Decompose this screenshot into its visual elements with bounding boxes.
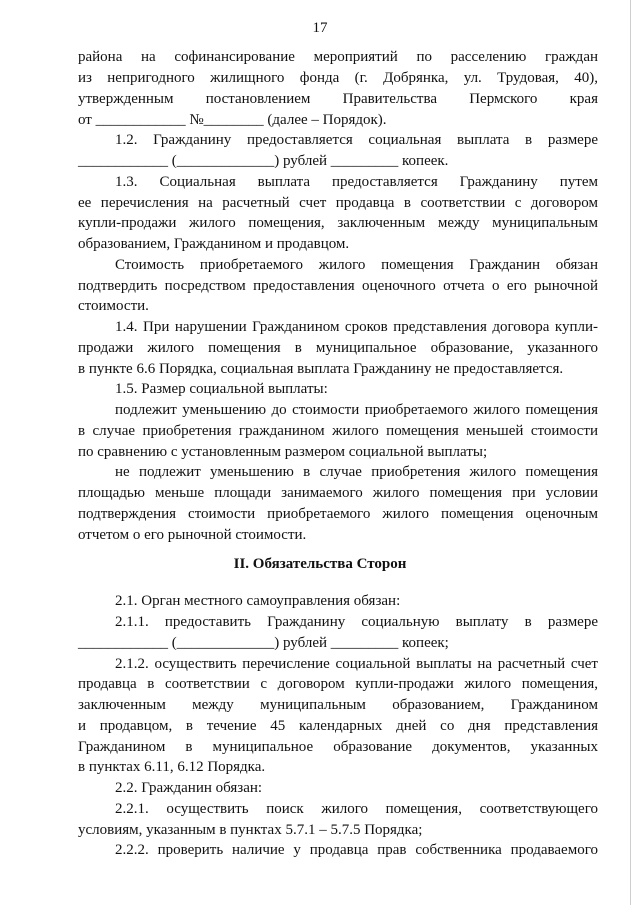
text-line: в случае приобретения гражданином жилого помещения меньшей стоимости bbox=[78, 423, 598, 439]
text-line: образованием, Гражданином и продавцом. bbox=[78, 236, 350, 252]
page-edge-line bbox=[630, 0, 631, 905]
text-line: 2.1.2. осуществить перечисление социальной выплаты на расчетный счет bbox=[115, 656, 598, 672]
text-line: в пункте 6.6 Порядка, социальная выплата Гражданину не предоставляется. bbox=[78, 361, 564, 377]
text-line: района на софинансирование мероприятий по расселению граждан bbox=[78, 49, 598, 65]
text-line: по сравнению с установленным размером социальной выплаты; bbox=[78, 444, 488, 460]
text-line: ее перечисления на расчетный счет продавца в соответствии с договором bbox=[78, 195, 598, 211]
text-line: 1.4. При нарушении Гражданином сроков представления договора купли- bbox=[115, 319, 598, 335]
text-line: не подлежит уменьшению в случае приобретения жилого помещения bbox=[115, 464, 598, 480]
text-line: 1.2. Гражданину предоставляется социальная выплата в размере bbox=[115, 132, 598, 148]
text-line: 2.2.1. осуществить поиск жилого помещения, соответствующего bbox=[115, 801, 598, 817]
page-number: 17 bbox=[312, 20, 328, 36]
section-heading: II. Обязательства Сторон bbox=[233, 556, 407, 572]
text-line: площадью меньше площади занимаемого жилого помещения при условии bbox=[78, 485, 598, 501]
text-line: 1.5. Размер социальной выплаты: bbox=[115, 381, 328, 397]
text-line: стоимости. bbox=[78, 298, 149, 314]
text-line: продавца в соответствии с договором купли-продажи жилого помещения, bbox=[78, 676, 598, 692]
text-line: 2.1.1. предоставить Гражданину социальную выплату в размере bbox=[115, 614, 598, 630]
text-line: Стоимость приобретаемого жилого помещения Гражданин обязан bbox=[115, 257, 598, 273]
text-line: утвержденным постановлением Правительства Пермского края bbox=[78, 91, 598, 107]
text-line: и продавцом, в течение 45 календарных дней со дня представления bbox=[78, 718, 598, 734]
text-line: ____________ (_____________) рублей _________ копеек; bbox=[78, 635, 449, 651]
text-line: ____________ (_____________) рублей _________ копеек. bbox=[78, 153, 449, 169]
text-line: Гражданином в муниципальное образование документов, указанных bbox=[78, 739, 598, 755]
text-line: 2.2.2. проверить наличие у продавца прав собственника продаваемого bbox=[115, 842, 598, 858]
text-line: 1.3. Социальная выплата предоставляется Гражданину путем bbox=[115, 174, 598, 190]
text-line: в пунктах 6.11, 6.12 Порядка. bbox=[78, 759, 266, 775]
text-line: 2.2. Гражданин обязан: bbox=[115, 780, 263, 796]
text-line: заключенным между муниципальным образованием, Гражданином bbox=[78, 697, 598, 713]
text-line: подлежит уменьшению до стоимости приобретаемого жилого помещения bbox=[115, 402, 598, 418]
text-line: от ____________ №________ (далее – Порядок). bbox=[78, 112, 387, 128]
text-line: купли-продажи жилого помещения, заключенным между муниципальным bbox=[78, 215, 598, 231]
text-line: условиям, указанным в пунктах 5.7.1 – 5.7.5 Порядка; bbox=[78, 822, 423, 838]
text-line: подтвердить посредством предоставления оценочного отчета о его рыночной bbox=[78, 278, 598, 294]
text-line: из непригодного жилищного фонда (г. Добрянка, ул. Трудовая, 40), bbox=[78, 70, 598, 86]
text-line: отчетом о его рыночной стоимости. bbox=[78, 527, 307, 543]
text-line: подтверждения стоимости приобретаемого жилого помещения оценочным bbox=[78, 506, 598, 522]
text-line: 2.1. Орган местного самоуправления обязан: bbox=[115, 593, 401, 609]
text-line: продажи жилого помещения в муниципальное образование, указанного bbox=[78, 340, 598, 356]
